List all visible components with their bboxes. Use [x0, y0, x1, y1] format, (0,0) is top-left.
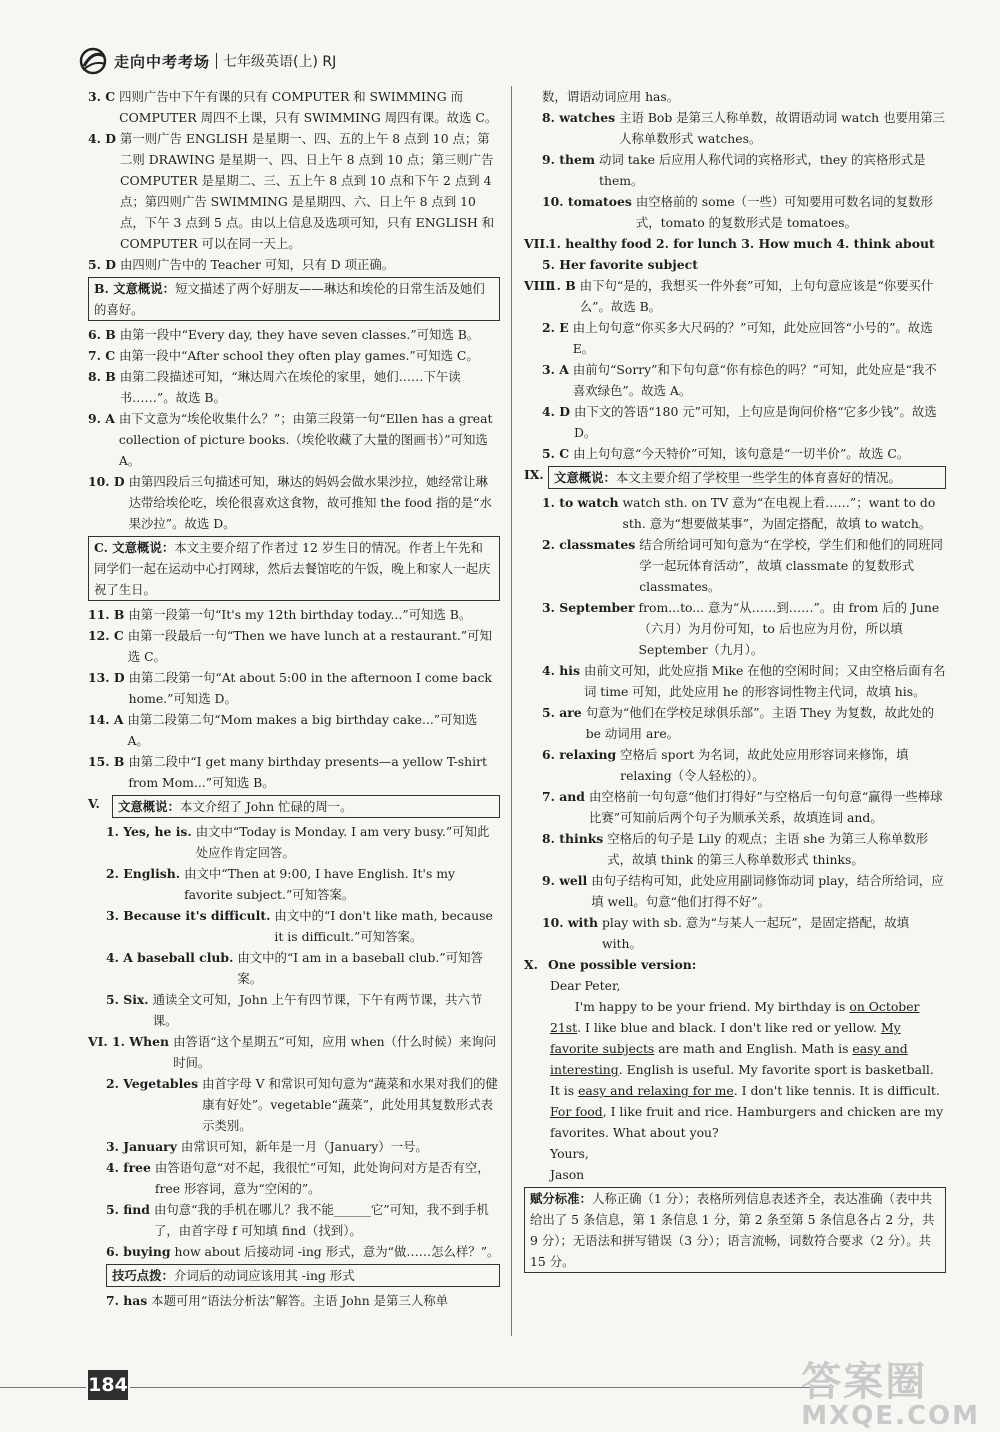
- summary-label: 赋分标准：: [530, 1191, 592, 1206]
- header-divider: [216, 53, 217, 69]
- answer-item: [112, 1031, 500, 1073]
- answer-number: 11. B: [88, 607, 125, 622]
- answer-number: 5. Her favorite subject: [542, 257, 698, 272]
- summary-text: 短文描述了两个好朋友——琳达和埃伦的日常生活及她们的喜好。: [94, 281, 485, 317]
- column-divider: [511, 86, 512, 1336]
- section-number: X.: [524, 957, 538, 972]
- answer-explanation: 由上句句意“今天特价”可知，该句意是“一切半价”。故选 C。: [573, 446, 910, 461]
- tip-box: [106, 1264, 500, 1287]
- answer-number: 10. with: [542, 915, 598, 930]
- answer-explanation: 结合所给词可知句意为“在学校，学生们和他们的同班同学一起玩体育活动”，故填 classmate 的复数形式 classmates。: [639, 537, 943, 594]
- answer-item: [88, 1073, 500, 1136]
- section-row: [524, 954, 946, 975]
- answer-number: 3. C: [88, 89, 116, 104]
- answer-item: [88, 863, 500, 905]
- answer-explanation: 由句意“我的手机在哪儿？我不能______它”可知，我不到手机了，由首字母 f 可知填 find（找到）。: [153, 1202, 489, 1238]
- answer-number: 4. A baseball club.: [106, 950, 234, 965]
- answer-number: 4. his: [542, 663, 580, 678]
- answer-item: [88, 667, 500, 709]
- summary-text: 本文主要介绍了学校里一些学生的体育喜好的情况。: [615, 470, 901, 485]
- answer-explanation: 由文中“Then at 9:00, I have English. It's my favorite subject.”可知答案。: [184, 866, 455, 902]
- series-title: 走向中考考场: [114, 52, 211, 71]
- answer-explanation: how about 后接动词 -ing 形式，意为“做……怎么样？”。: [174, 1244, 500, 1259]
- answer-item: [88, 947, 500, 989]
- summary-text: 本文主要介绍了作者过 12 岁生日的情况。作者上午先和同学们一起在运动中心打网球，然后去餐馆吃的午饭，晚上和家人一起庆祝了生日。: [94, 540, 491, 597]
- section-row: [88, 793, 500, 821]
- tip-wrapper: [88, 1264, 500, 1287]
- summary-box: [112, 795, 500, 818]
- answer-number: 4. D: [542, 404, 570, 419]
- answer-number: 8. watches: [542, 110, 616, 125]
- answer-item: [88, 254, 500, 275]
- answer-item: [524, 254, 946, 275]
- answer-explanation: 由第一段中“Every day, they have seven classes.”可知选 B。: [119, 327, 480, 342]
- answer-item: [88, 604, 500, 625]
- answer-item: [88, 989, 500, 1031]
- answer-item: [524, 786, 946, 828]
- answer-explanation: 由下文意为“埃伦收集什么？”；由第三段第一句“Ellen has a great collection of picture books.（埃伦收藏了大量的图画书）”可知选 A。: [118, 411, 493, 468]
- section-number: V.: [88, 796, 100, 811]
- answer-explanation: watch sth. on TV 意为“在电视上看……”；want to do sth. 意为“想要做某事”，为固定搭配，故填 to watch。: [622, 495, 936, 531]
- answer-number: 5. C: [542, 446, 570, 461]
- answer-number: 9. A: [88, 411, 115, 426]
- watermark: [801, 1350, 980, 1431]
- answer-number: 6. B: [88, 327, 116, 342]
- letter-closing: Yours,: [550, 1146, 589, 1161]
- section-number: VI.: [88, 1034, 108, 1049]
- letter-text: , I like fruit and rice. Hamburgers and chicken are my favorites. What about you?: [550, 1104, 944, 1140]
- answer-number: 3. A: [542, 362, 569, 377]
- summary-label: 文意概说：: [554, 470, 616, 485]
- answer-explanation: 通读全文可知，John 上午有四节课，下午有两节课，共六节课。: [152, 992, 483, 1028]
- letter-text: . I don't like tennis. It is difficult.: [733, 1083, 940, 1098]
- answer-continuation: [524, 86, 946, 107]
- answer-number: 5. D: [88, 257, 116, 272]
- answer-number: 7. has: [106, 1293, 148, 1308]
- summary-box: [524, 1187, 946, 1273]
- answer-item: [524, 870, 946, 912]
- answer-explanation: 由文中的“I am in a baseball club.”可知答案。: [237, 950, 483, 986]
- summary-box: [88, 536, 500, 601]
- answer-item: [524, 534, 946, 597]
- answer-number: 9. well: [542, 873, 588, 888]
- summary-label: 文意概说：: [118, 799, 180, 814]
- answer-item: [88, 1290, 500, 1311]
- summary-label: C. 文意概说：: [94, 540, 175, 555]
- answer-explanation: 由上句句意“你买多大尺码的？”可知，此处应回答“小号的”。故选 E。: [572, 320, 933, 356]
- summary-box: [548, 466, 946, 489]
- answer-explanation: 第一则广告 ENGLISH 是星期一、四、五的上午 8 点到 10 点；第二则 DRAWING 是星期一、四、日上午 8 点到 10 点；第三则广告 COMPUTER 是星期二、三、五上午 8 点到 10 点和下午 2 点到 4 点；第四则广告 SWIMMING 是星期四、六、日上午 8 点到 10 点，下午 3 点到 5 点。由以上信息及选项可知，只有 ENGLISH 和 COMPUTER 可以在同一天上。: [120, 131, 495, 251]
- answer-explanation: from...to... 意为“从……到……”。由 from 后的 June（六月）为月份可知，to 后也应为月份，所以填 September（九月）。: [638, 600, 940, 657]
- answer-item: [524, 191, 946, 233]
- footer-rule-right: [130, 1387, 830, 1388]
- answer-explanation: 由第二段第一句“At about 5:00 in the afternoon I come back home.”可知选 D。: [128, 670, 492, 706]
- answer-explanation: 句意为“他们在学校足球俱乐部”。主语 They 为复数，故此处的 be 动词用 are。: [585, 705, 935, 741]
- letter-text: My favorite subjects: [550, 1020, 901, 1056]
- answer-explanation: 由空格前一句句意“他们打得好”与空格后一句句意“赢得一些棒球比赛”可知前后两个句子为顺承关系，故填连词 and。: [588, 789, 943, 825]
- letter-text: I'm happy to be your friend. My birthday is: [574, 999, 850, 1014]
- summary-label: B. 文意概说：: [94, 281, 176, 296]
- letter-greeting: Dear Peter,: [550, 978, 621, 993]
- answer-number: 10. tomatoes: [542, 194, 632, 209]
- summary-text: 人称正确（1 分）；表格所列信息表述齐全，表达准确（表中共给出了 5 条信息，第 1 条信息 1 分，第 2 条至第 5 条信息各占 2 分，共 9 分）；无语法和拼写错误（3 分）；语言流畅，词数符合要求（2 分）。共 15 分。: [530, 1191, 935, 1269]
- letter-text: For food: [550, 1104, 603, 1119]
- sample-letter: [524, 975, 946, 1185]
- answer-number: 1. to watch: [542, 495, 619, 510]
- answer-item: [524, 744, 946, 786]
- answer-explanation: 由第一段第一句“It's my 12th birthday today...”可知选 B。: [128, 607, 472, 622]
- answer-explanation: 由第二段描述可知，“琳达周六在埃伦的家里，她们……下午读书……”。故选 B。: [119, 369, 461, 405]
- answer-item: [524, 912, 946, 954]
- answer-number: 1. B: [548, 278, 576, 293]
- section-row: [524, 464, 946, 492]
- letter-text: are math and English. Math is: [654, 1041, 853, 1056]
- section-row: [88, 1031, 500, 1073]
- answer-explanation: 由文中“Today is Monday. I am very busy.”可知此处应作肯定回答。: [195, 824, 490, 860]
- answer-item: [524, 359, 946, 401]
- watermark-text: 答案圈: [801, 1359, 928, 1405]
- answer-item: [524, 317, 946, 359]
- answer-explanation: 数，谓语动词应用 has。: [542, 89, 680, 104]
- answer-item: [548, 233, 946, 254]
- answer-number: 8. thinks: [542, 831, 604, 846]
- answer-number: 2. English.: [106, 866, 181, 881]
- answer-number: 4. D: [88, 131, 116, 146]
- answer-explanation: 由答语句意“对不起，我很忙”可知，此处询问对方是否有空，free 形容词，意为“空闲的”。: [154, 1160, 490, 1196]
- answer-item: [88, 128, 500, 254]
- footer-rule-left: [0, 1387, 86, 1388]
- answer-number: 13. D: [88, 670, 125, 685]
- answer-item: [88, 821, 500, 863]
- answer-number: 1. When: [112, 1034, 170, 1049]
- answer-explanation: 由答语“这个星期五”可知，应用 when（什么时候）来询问时间。: [173, 1034, 497, 1070]
- answer-item: [524, 107, 946, 149]
- answer-explanation: 动词 take 后应用人称代词的宾格形式，they 的宾格形式是 them。: [598, 152, 926, 188]
- answer-item: [88, 345, 500, 366]
- answer-number: 14. A: [88, 712, 124, 727]
- letter-signature: Jason: [550, 1167, 585, 1182]
- answer-item: [88, 751, 500, 793]
- answer-explanation: 本题可用“语法分析法”解答。主语 John 是第三人称单: [151, 1293, 449, 1308]
- answer-explanation: 由文中的“I don't like math, because it is difficult.”可知答案。: [274, 908, 493, 944]
- answer-item: [88, 471, 500, 534]
- section-number: VIII.: [524, 278, 556, 293]
- section-row: [524, 275, 946, 317]
- letter-body: [550, 996, 946, 1143]
- answer-number: 7. and: [542, 789, 585, 804]
- answer-explanation: 由第一段中“After school they often play games.”可知选 C。: [119, 348, 479, 363]
- answer-item: [88, 86, 500, 128]
- answer-item: [88, 625, 500, 667]
- answer-number: 10. D: [88, 474, 125, 489]
- answer-explanation: 由前句“Sorry”和下句句意“你有棕色的吗？”可知，此处应是“我不喜欢绿色”。故选 A。: [572, 362, 937, 398]
- tip-text: 介词后的动词应该用其 -ing 形式: [173, 1268, 355, 1283]
- answer-number: 8. B: [88, 369, 116, 384]
- answer-explanation: 由首字母 V 和常识可知句意为“蔬菜和水果对我们的健康有好处”。vegetable“蔬菜”，此处用其复数形式表示类别。: [202, 1076, 498, 1133]
- answer-explanation: 由空格前的 some（一些）可知要用可数名词的复数形式，tomato 的复数形式是 tomatoes。: [635, 194, 933, 230]
- answer-explanation: 空格后的句子是 Lily 的观点；主语 she 为第三人称单数形式，故填 think 的第三人称单数形式 thinks。: [607, 831, 929, 867]
- answer-number: 15. B: [88, 754, 125, 769]
- letter-text: easy and interesting: [550, 1041, 908, 1077]
- answer-item: [548, 275, 946, 317]
- answer-item: [524, 702, 946, 744]
- answer-item: [88, 709, 500, 751]
- letter-text: . English is useful. My favorite sport is basketball. It is: [550, 1062, 934, 1098]
- answer-item: [88, 1241, 500, 1262]
- answer-item: [88, 1199, 500, 1241]
- answer-number: 6. buying: [106, 1244, 171, 1259]
- answer-number: 5. Six.: [106, 992, 149, 1007]
- answer-number: 2. E: [542, 320, 569, 335]
- answer-explanation: 由第一段最后一句“Then we have lunch at a restaurant.”可知选 C。: [127, 628, 492, 664]
- answer-explanation: 由第二段第二句“Mom makes a big birthday cake...”可知选 A。: [127, 712, 478, 748]
- answer-item: [88, 324, 500, 345]
- page-number: 184: [88, 1370, 128, 1400]
- answer-number: 3. January: [106, 1139, 177, 1154]
- answer-explanation: 由常识可知，新年是一月（January）一号。: [180, 1139, 428, 1154]
- answer-item: [88, 1136, 500, 1157]
- answer-number: 6. relaxing: [542, 747, 617, 762]
- answer-item: [524, 660, 946, 702]
- answer-number: 9. them: [542, 152, 595, 167]
- watermark-url: MXQE.COM: [801, 1401, 980, 1431]
- answer-explanation: 四则广告中下午有课的只有 COMPUTER 和 SWIMMING 而 COMPUTER 周四不上课，只有 SWIMMING 周四有课。故选 C。: [119, 89, 498, 125]
- answer-number: 3. September: [542, 600, 635, 615]
- answer-item: [524, 597, 946, 660]
- letter-text: . I like blue and black. I don't like red or yellow.: [577, 1020, 881, 1035]
- answer-explanation: 由句子结构可知，此处应用副词修饰动词 play，结合所给词，应填 well。句意“他们打得不好”。: [591, 873, 944, 909]
- answer-number: 2. Vegetables: [106, 1076, 199, 1091]
- tip-label: 技巧点拨：: [112, 1268, 174, 1283]
- answer-number: 4. free: [106, 1160, 151, 1175]
- summary-box: [88, 277, 500, 321]
- answer-explanation: 由第二段中“I get many birthday presents—a yellow T-shirt from Mom...”可知选 B。: [128, 754, 487, 790]
- book-title: 七年级英语(上) RJ: [223, 54, 337, 70]
- answer-explanation: 由四则广告中的 Teacher 可知，只有 D 项正确。: [120, 257, 395, 272]
- section-number: VII.: [524, 236, 550, 251]
- answer-item: [524, 492, 946, 534]
- answer-item: [88, 905, 500, 947]
- answer-explanation: 由下文的答语“180 元”可知，上句应是询问价格“它多少钱”。故选 D。: [574, 404, 937, 440]
- answer-item: [524, 149, 946, 191]
- answer-number: 7. C: [88, 348, 116, 363]
- summary-text: 本文介绍了 John 忙碌的周一。: [179, 799, 353, 814]
- answer-item: [88, 408, 500, 471]
- answer-number: 1. healthy food 2. for lunch 3. How much 4. think about: [548, 236, 935, 251]
- answer-explanation: 主语 Bob 是第三人称单数，故谓语动词 watch 也要用第三人称单数形式 watches。: [619, 110, 946, 146]
- letter-text: easy and relaxing for me: [578, 1083, 734, 1098]
- left-column: [88, 86, 500, 1311]
- letter-text: on October 21st: [550, 999, 920, 1035]
- section-heading: One possible version:: [548, 957, 697, 972]
- answer-explanation: [702, 254, 946, 275]
- answer-number: 12. C: [88, 628, 124, 643]
- answer-number: 2. classmates: [542, 537, 636, 552]
- answer-number: 1. Yes, he is.: [106, 824, 192, 839]
- section-number: IX.: [524, 467, 544, 482]
- answer-explanation: 由前文可知，此处应指 Mike 在他的空闲时间；又由空格后面有名词 time 可知，此处应用 he 的形容词性物主代词，故填 his。: [583, 663, 946, 699]
- answer-item: [88, 1157, 500, 1199]
- publisher-logo-icon: [78, 46, 108, 76]
- answer-item: [524, 443, 946, 464]
- answer-explanation: 由第四段后三句描述可知，琳达的妈妈会做水果沙拉，她经常让琳达带给埃伦吃，埃伦很喜欢这食物，故可推知 the food 指的是“水果沙拉”。故选 D。: [128, 474, 492, 531]
- answer-explanation: play with sb. 意为“与某人一起玩”，是固定搭配，故填 with。: [601, 915, 910, 951]
- answer-item: [524, 828, 946, 870]
- answer-explanation: 由下句“是的，我想买一件外套”可知，上句句意应该是“你要买什么”。故选 B。: [579, 278, 934, 314]
- answer-explanation: 空格后 sport 为名词，故此处应用形容词来修饰，填 relaxing（令人轻松的）。: [620, 747, 909, 783]
- answer-number: 3. Because it's difficult.: [106, 908, 271, 923]
- page-header: [78, 44, 336, 78]
- answer-item: [88, 366, 500, 408]
- right-column: [524, 86, 946, 1276]
- section-row: [524, 233, 946, 254]
- answer-number: 5. are: [542, 705, 582, 720]
- answer-item: [524, 401, 946, 443]
- answer-explanation: [939, 233, 946, 254]
- answer-number: 5. find: [106, 1202, 150, 1217]
